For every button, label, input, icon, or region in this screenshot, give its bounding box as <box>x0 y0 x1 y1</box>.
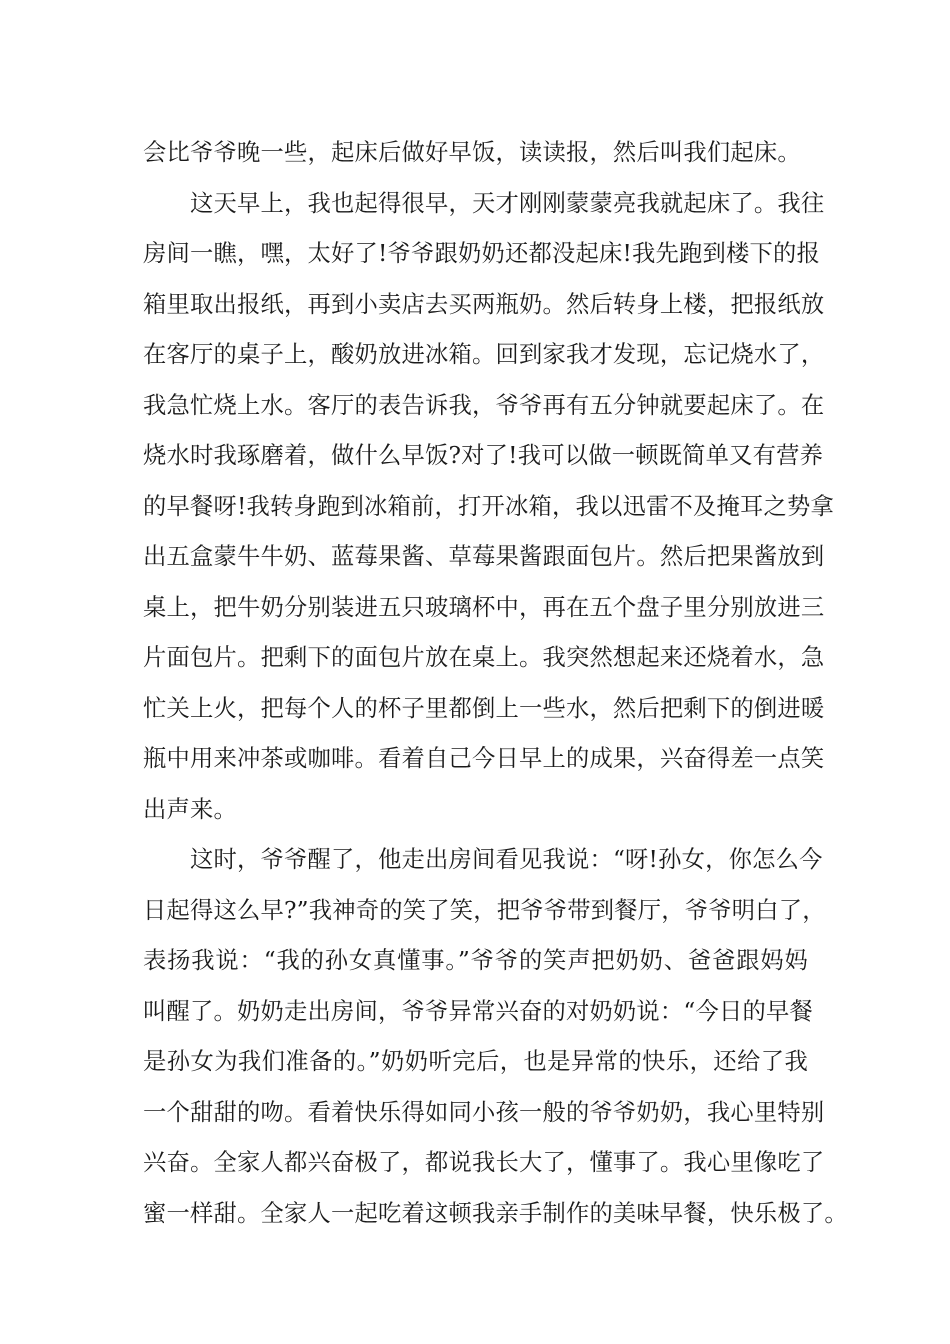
text-line: 的早餐呀!我转身跑到冰箱前，打开冰箱，我以迅雷不及掩耳之势拿 <box>143 492 834 520</box>
text-line: 烧水时我琢磨着，做什么早饭?对了!我可以做一顿既简单又有营养 <box>143 442 824 469</box>
text-line: 我急忙烧上水。客厅的表告诉我，爷爷再有五分钟就要起床了。在 <box>143 391 825 419</box>
text-line: 桌上，把牛奶分别装进五只玻璃杯中，再在五个盘子里分别放进三 <box>143 593 825 621</box>
text-line: 忙关上火，把每个人的杯子里都倒上一些水，然后把剩下的倒进暖 <box>143 694 825 722</box>
text-line: 片面包片。把剩下的面包片放在桌上。我突然想起来还烧着水，急 <box>143 644 825 671</box>
text-line: 瓶中用来冲茶或咖啡。看着自己今日早上的成果，兴奋得差一点笑 <box>143 745 825 772</box>
text-line: 出五盒蒙牛牛奶、蓝莓果酱、草莓果酱跟面包片。然后把果酱放到 <box>143 543 825 570</box>
text-line: 蜜一样甜。全家人一起吃着这顿我亲手制作的美味早餐，快乐极了。 <box>143 1199 848 1227</box>
body-text <box>143 128 848 1239</box>
text-line: 房间一瞧，嘿，太好了!爷爷跟奶奶还都没起床!我先跑到楼下的报 <box>143 240 821 267</box>
text-line: 表扬我说：“我的孙女真懂事。”爷爷的笑声把奶奶、爸爸跟妈妈 <box>143 947 808 974</box>
text-line: 是孙女为我们准备的。”奶奶听完后，也是异常的快乐，还给了我 <box>143 1048 808 1075</box>
text-line: 会比爷爷晚一些，起床后做好早饭，读读报，然后叫我们起床。 <box>143 139 801 166</box>
text-line: 日起得这么早?”我神奇的笑了笑，把爷爷带到餐厅，爷爷明白了， <box>143 896 826 924</box>
text-line: 一个甜甜的吻。看着快乐得如同小孩一般的爷爷奶奶，我心里特别 <box>143 1098 825 1126</box>
text-line: 叫醒了。奶奶走出房间，爷爷异常兴奋的对奶奶说：“今日的早餐 <box>143 997 814 1025</box>
text-line: 这天早上，我也起得很早，天才刚刚蒙蒙亮我就起床了。我往 <box>190 189 825 217</box>
text-line: 箱里取出报纸，再到小卖店去买两瓶奶。然后转身上楼，把报纸放 <box>143 290 825 318</box>
text-line: 在客厅的桌子上，酸奶放进冰箱。回到家我才发现，忘记烧水了， <box>143 341 825 368</box>
text-line: 出声来。 <box>143 795 237 823</box>
text-line: 这时，爷爷醒了，他走出房间看见我说：“呀!孙女，你怎么今 <box>190 846 823 873</box>
text-line: 兴奋。全家人都兴奋极了，都说我长大了，懂事了。我心里像吃了 <box>143 1149 825 1176</box>
